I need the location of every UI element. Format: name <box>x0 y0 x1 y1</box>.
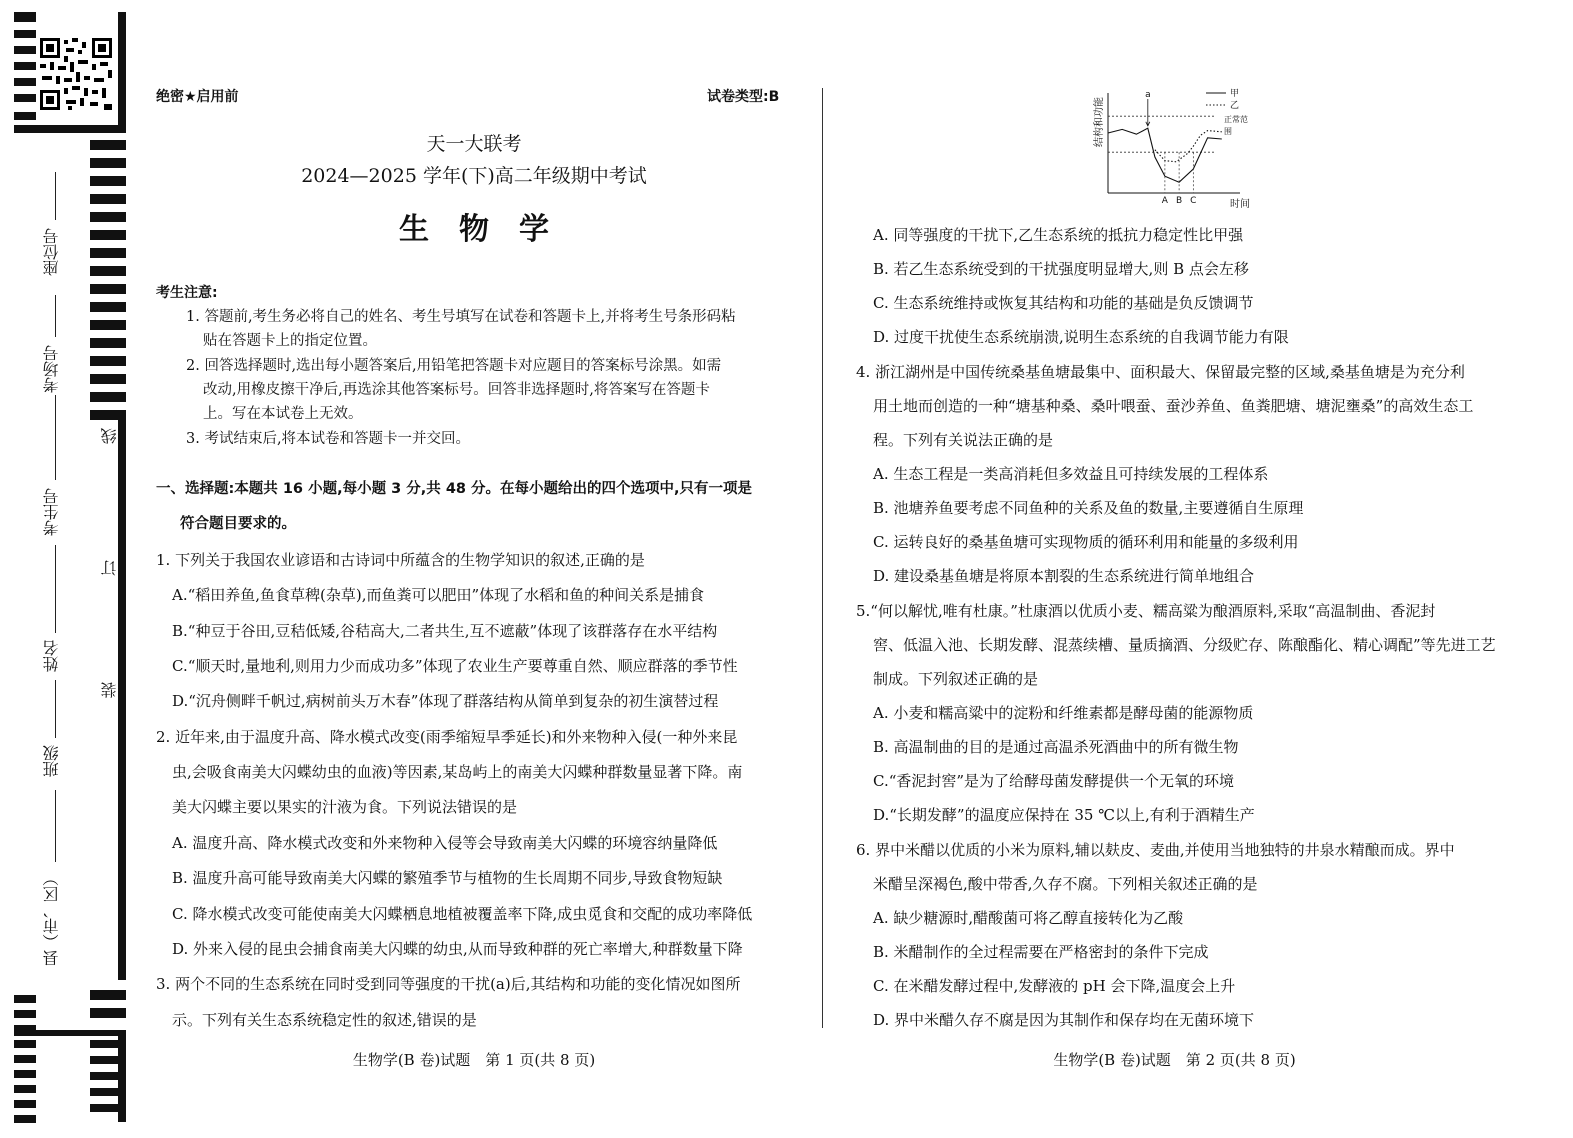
question-5-option-d: D.“长期发酵”的温度应保持在 35 ℃以上,有利于酒精生产 <box>873 806 1255 824</box>
question-3-stem: 3. 两个不同的生态系统在同时受到同等强度的干扰(a)后,其结构和功能的变化情况如图所 <box>156 975 741 993</box>
footer-page-2: 生物学(B 卷)试题 第 2 页(共 8 页) <box>1053 1051 1296 1069</box>
question-6-option-d: D. 界中米醋久存不腐是因为其制作和保存均在无菌环境下 <box>873 1011 1255 1029</box>
stability-line-chart <box>1080 85 1270 210</box>
page-divider <box>822 88 823 1028</box>
field-room-line <box>55 295 56 337</box>
notice-item: 1. 答题前,考生务必将自己的姓名、考生号填写在试卷和答题卡上,并将考生号条形码粘 <box>186 309 736 325</box>
question-1-option-b: B.“种豆于谷田,豆秸低矮,谷秸高大,二者共生,互不遮蔽”体现了该群落存在水平结构 <box>172 622 718 640</box>
cut-mark-install: 装 <box>100 682 119 698</box>
question-2-stem: 2. 近年来,由于温度升高、降水模式改变(雨季缩短旱季延长)和外来物种入侵(一种外来昆 <box>156 728 738 746</box>
field-seat-number: 座位号 <box>42 228 61 276</box>
legend-label: 乙 <box>1230 101 1240 111</box>
question-3-option-a: A. 同等强度的干扰下,乙生态系统的抵抗力稳定性比甲强 <box>873 226 1244 244</box>
x-axis-label: 时间 <box>1230 199 1250 210</box>
field-name: 姓名 <box>42 640 61 672</box>
field-class: 班级 <box>42 745 61 777</box>
question-5-stem-cont: 窖、低温入池、长期发酵、混蒸续槽、量质摘酒、分级贮存、陈酿酯化、精心调配”等先进工艺 <box>873 636 1496 654</box>
question-6-option-a: A. 缺少糖源时,醋酸菌可将乙醇直接转化为乙酸 <box>873 909 1184 927</box>
subject-title: 生 物 学 <box>399 212 549 247</box>
question-6-option-c: C. 在米醋发酵过程中,发酵液的 pH 会下降,温度会上升 <box>873 977 1236 995</box>
section-heading: 一、选择题:本题共 16 小题,每小题 3 分,共 48 分。在每小题给出的四个选项中,只有一项是 <box>156 481 753 497</box>
question-2-option-b: B. 温度升高可能导致南美大闪蝶的繁殖季节与植物的生长周期不同步,导致食物短缺 <box>172 869 723 887</box>
paper-type: 试卷类型:B <box>707 89 780 105</box>
question-4-stem-cont: 用土地而创造的一种“塘基种桑、桑叶喂蚕、蚕沙养鱼、鱼粪肥塘、塘泥壅桑”的高效生态工 <box>873 397 1474 415</box>
question-4-option-d: D. 建设桑基鱼塘是将原本割裂的生态系统进行简单地组合 <box>873 567 1255 585</box>
question-5-option-b: B. 高温制曲的目的是通过高温杀死酒曲中的所有微生物 <box>873 738 1239 756</box>
question-4-stem-cont: 程。下列有关说法正确的是 <box>873 431 1054 449</box>
question-5-option-a: A. 小麦和糯高粱中的淀粉和纤维素都是酵母菌的能源物质 <box>873 704 1254 722</box>
x-marker-label: C <box>1190 196 1197 206</box>
question-1-stem: 1. 下列关于我国农业谚语和古诗词中所蕴含的生物学知识的叙述,正确的是 <box>156 551 645 569</box>
x-marker-label: A <box>1161 196 1168 206</box>
normal-range-label: 围 <box>1224 127 1232 137</box>
notice-item: 上。写在本试卷上无效。 <box>203 406 363 422</box>
question-3-stem-cont: 示。下列有关生态系统稳定性的叙述,错误的是 <box>172 1011 477 1029</box>
question-2-option-c: C. 降水模式改变可能使南美大闪蝶栖息地植被覆盖率下降,成虫觅食和交配的成功率降低 <box>172 905 753 923</box>
normal-range-label: 正常范 <box>1224 115 1248 125</box>
question-5-stem: 5.“何以解忧,唯有杜康。”杜康酒以优质小麦、糯高粱为酿酒原料,采取“高温制曲、香泥封 <box>856 602 1436 620</box>
question-2-stem-cont: 美大闪蝶主要以果实的汁液为食。下列说法错误的是 <box>172 798 518 816</box>
notice-item: 贴在答题卡上的指定位置。 <box>203 333 377 349</box>
field-county-line <box>55 790 56 862</box>
question-4-stem: 4. 浙江湖州是中国传统桑基鱼塘最集中、面积最大、保留最完整的区域,桑基鱼塘是为充分利 <box>856 363 1465 381</box>
question-3-option-c: C. 生态系统维持或恢复其结构和功能的基础是负反馈调节 <box>873 294 1254 312</box>
question-5-stem-cont: 制成。下列叙述正确的是 <box>873 670 1039 688</box>
field-candidate-line <box>55 395 56 480</box>
field-exam-room: 考场号 <box>42 345 61 393</box>
notice-heading: 考生注意: <box>156 285 218 301</box>
field-seat-line <box>55 172 56 220</box>
question-1-option-d: D.“沉舟侧畔千帆过,病树前头万木春”体现了群落结构从简单到复杂的初生演替过程 <box>172 692 719 710</box>
qr-code-icon <box>38 36 114 112</box>
question-6-stem-cont: 米醋呈深褐色,酸中带香,久存不腐。下列相关叙述正确的是 <box>873 875 1258 893</box>
question-2-option-d: D. 外来入侵的昆虫会捕食南美大闪蝶的幼虫,从而导致种群的死亡率增大,种群数量下降 <box>172 940 743 958</box>
field-candidate-number: 考生号 <box>42 488 61 536</box>
cut-mark-line: 线 <box>100 428 119 444</box>
footer-page-1: 生物学(B 卷)试题 第 1 页(共 8 页) <box>352 1051 596 1069</box>
notice-item: 改动,用橡皮擦干净后,再选涂其他答案标号。回答非选择题时,将答案写在答题卡 <box>203 382 710 398</box>
question-3-option-b: B. 若乙生态系统受到的干扰强度明显增大,则 B 点会左移 <box>873 260 1249 278</box>
notice-item: 3. 考试结束后,将本试卷和答题卡一并交回。 <box>186 431 471 447</box>
notice-item: 2. 回答选择题时,选出每小题答案后,用铅笔把答题卡对应题目的答案标号涂黑。如需 <box>186 358 722 374</box>
confidential-label: 绝密★启用前 <box>156 89 239 105</box>
binding-margin <box>0 0 140 1138</box>
field-class-line <box>55 680 56 738</box>
question-3-option-d: D. 过度干扰使生态系统崩溃,说明生态系统的自我调节能力有限 <box>873 328 1289 346</box>
cut-mark-bind: 订 <box>100 560 119 576</box>
question-1-option-a: A.“稻田养鱼,鱼食草稗(杂草),而鱼粪可以肥田”体现了水稻和鱼的种间关系是捕食 <box>172 586 705 604</box>
legend-label: 甲 <box>1230 89 1240 99</box>
question-1-option-c: C.“顺天时,量地利,则用力少而成功多”体现了农业生产要尊重自然、顺应群落的季节性 <box>172 657 738 675</box>
y-axis-label: 结构和功能 <box>1094 97 1105 147</box>
section-heading-cont: 符合题目要求的。 <box>180 516 296 532</box>
x-marker-label: B <box>1176 196 1183 206</box>
exam-title: 2024—2025 学年(下)高二年级期中考试 <box>301 165 647 187</box>
question-4-option-a: A. 生态工程是一类高消耗但多效益且可持续发展的工程体系 <box>873 465 1269 483</box>
field-county: 县（市、区） <box>42 870 61 966</box>
question-6-option-b: B. 米醋制作的全过程需要在严格密封的条件下完成 <box>873 943 1209 961</box>
question-4-option-b: B. 池塘养鱼要考虑不同鱼种的关系及鱼的数量,主要遵循自生原理 <box>873 499 1304 517</box>
question-4-option-c: C. 运转良好的桑基鱼塘可实现物质的循环利用和能量的多级利用 <box>873 533 1299 551</box>
question-2-option-a: A. 温度升高、降水模式改变和外来物种入侵等会导致南美大闪蝶的环境容纳量降低 <box>172 834 718 852</box>
exam-org: 天一大联考 <box>426 133 522 155</box>
question-6-stem: 6. 界中米醋以优质的小米为原料,辅以麸皮、麦曲,并使用当地独特的井泉水精酿而成。界中 <box>856 841 1455 859</box>
annotation-a: a <box>1145 90 1151 100</box>
question-5-option-c: C.“香泥封窖”是为了给酵母菌发酵提供一个无氧的环境 <box>873 772 1235 790</box>
field-name-line <box>55 545 56 633</box>
question-2-stem-cont: 虫,会吸食南美大闪蝶幼虫的血液)等因素,某岛屿上的南美大闪蝶种群数量显著下降。南 <box>172 763 743 781</box>
